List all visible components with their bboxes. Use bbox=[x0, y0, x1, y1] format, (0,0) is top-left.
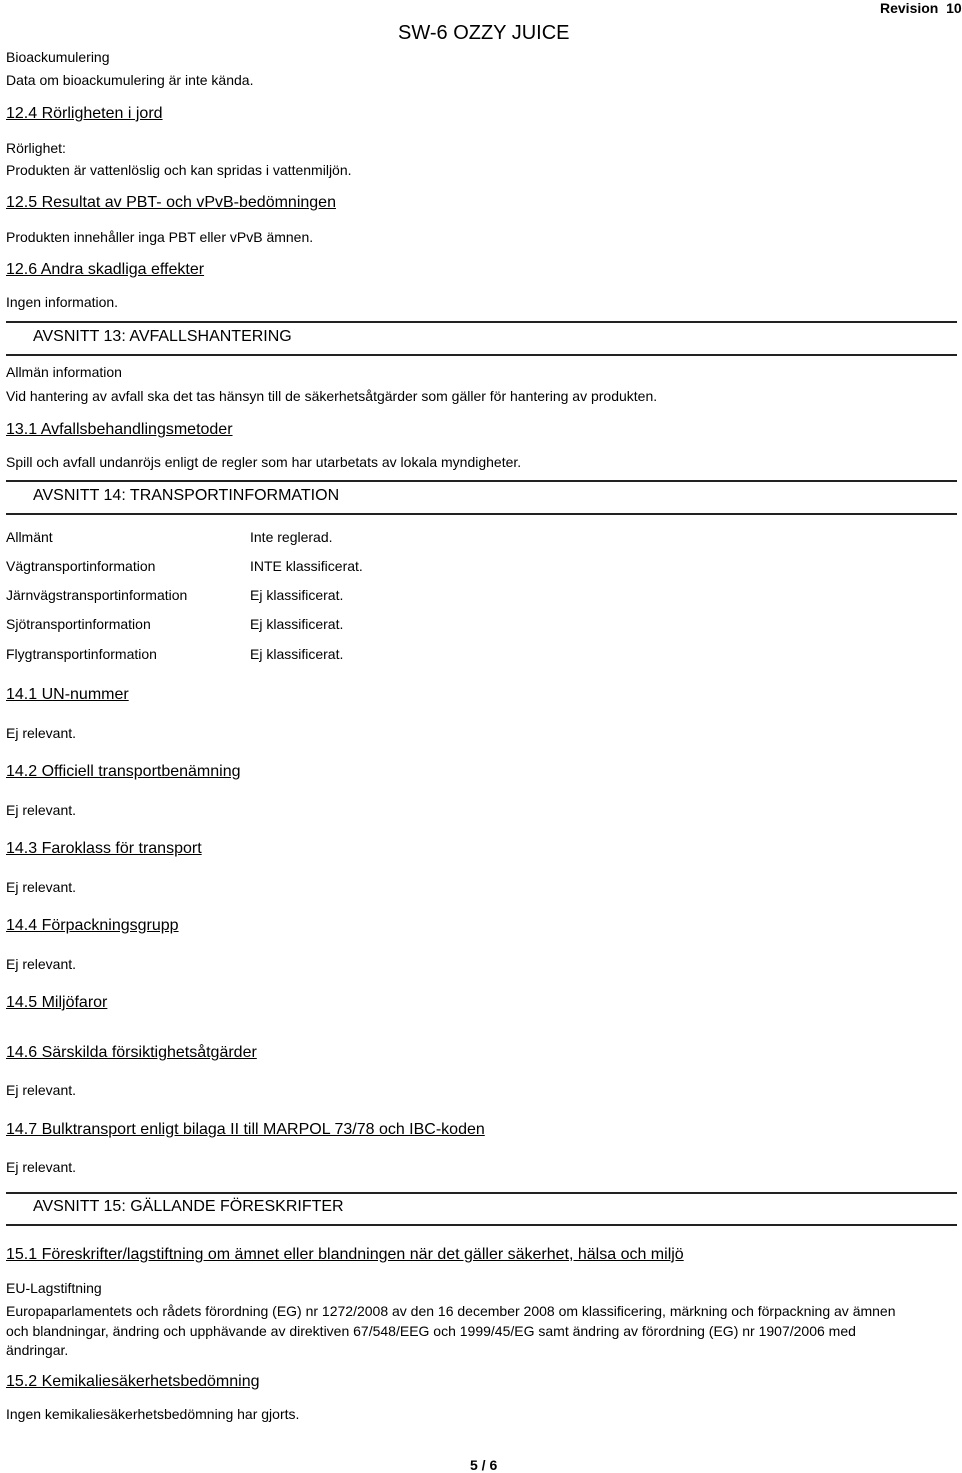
heading-14-5: 14.5 Miljöfaror bbox=[6, 994, 108, 1011]
waste-methods-text: Spill och avfall undanröjs enligt de regler som har utarbetats av lokala myndigheter. bbox=[6, 454, 522, 470]
heading-14-1: 14.1 UN-nummer bbox=[6, 686, 129, 703]
general-info-label: Allmän information bbox=[6, 364, 122, 380]
mobility-label: Rörlighet: bbox=[6, 140, 66, 156]
transport-row-label: Allmänt bbox=[6, 529, 53, 545]
revision-label bbox=[880, 0, 962, 16]
transport-row-value: INTE klassificerat. bbox=[250, 558, 363, 574]
text-14-3: Ej relevant. bbox=[6, 879, 77, 895]
transport-row-value: Inte reglerad. bbox=[250, 529, 333, 545]
heading-14-2: 14.2 Officiell transportbenämning bbox=[6, 763, 241, 780]
general-info-text: Vid hantering av avfall ska det tas hänsyn till de säkerhetsåtgärder som gäller för hantering av produkten. bbox=[6, 388, 658, 404]
page-number: 5 / 6 bbox=[470, 1457, 498, 1473]
heading-12-6: 12.6 Andra skadliga effekter bbox=[6, 261, 205, 278]
text-14-2: Ej relevant. bbox=[6, 802, 77, 818]
heading-14-4: 14.4 Förpackningsgrupp bbox=[6, 917, 179, 934]
heading-14-7: 14.7 Bulktransport enligt bilaga II till MARPOL 73/78 och IBC-koden bbox=[6, 1121, 485, 1138]
transport-row-label: Vägtransportinformation bbox=[6, 558, 156, 574]
heading-12-5: 12.5 Resultat av PBT- och vPvB-bedömningen bbox=[6, 194, 336, 211]
transport-row-value: Ej klassificerat. bbox=[250, 616, 344, 632]
heading-15-2: 15.2 Kemikaliesäkerhetsbedömning bbox=[6, 1373, 260, 1390]
text-14-7: Ej relevant. bbox=[6, 1159, 77, 1175]
section-13-title: AVSNITT 13: AVFALLSHANTERING bbox=[33, 328, 292, 345]
bioaccumulation-heading: Bioackumulering bbox=[6, 49, 110, 65]
text-14-1: Ej relevant. bbox=[6, 725, 77, 741]
transport-row-value: Ej klassificerat. bbox=[250, 587, 344, 603]
text-14-4: Ej relevant. bbox=[6, 956, 77, 972]
bioaccumulation-text: Data om bioackumulering är inte kända. bbox=[6, 72, 254, 88]
transport-row-label: Flygtransportinformation bbox=[6, 646, 157, 662]
csa-text: Ingen kemikaliesäkerhetsbedömning har gjorts. bbox=[6, 1406, 300, 1422]
section-13-top-rule bbox=[6, 321, 957, 323]
section-13-bottom-rule bbox=[6, 354, 957, 356]
eu-legislation-label: EU-Lagstiftning bbox=[6, 1280, 102, 1296]
text-14-6: Ej relevant. bbox=[6, 1082, 77, 1098]
pbt-text: Produkten innehåller inga PBT eller vPvB ämnen. bbox=[6, 229, 314, 245]
transport-row-label: Sjötransportinformation bbox=[6, 616, 151, 632]
eu-legislation-text: Europaparlamentets och rådets förordning (EG) nr 1272/2008 av den 16 december 2008 om klassificering, märkning och förpackning av ämnen och blandningar, ändring och upphävande av direktiven 67/548/EEG och 1999/45/EG samt ändring av förordning (EG) nr 1907/2006 med ändringar. bbox=[6, 1303, 896, 1358]
heading-12-4: 12.4 Rörligheten i jord bbox=[6, 105, 163, 122]
other-effects-text: Ingen information. bbox=[6, 294, 119, 310]
mobility-text: Produkten är vattenlöslig och kan spridas i vattenmiljön. bbox=[6, 162, 352, 178]
section-15-bottom-rule bbox=[6, 1224, 957, 1226]
heading-14-6: 14.6 Särskilda försiktighetsåtgärder bbox=[6, 1044, 257, 1061]
heading-13-1: 13.1 Avfallsbehandlingsmetoder bbox=[6, 421, 233, 438]
section-15-top-rule bbox=[6, 1192, 957, 1194]
section-15-title: AVSNITT 15: GÄLLANDE FÖRESKRIFTER bbox=[33, 1198, 344, 1215]
transport-row-label: Järnvägstransportinformation bbox=[6, 587, 188, 603]
document-title: SW-6 OZZY JUICE bbox=[398, 22, 570, 44]
revision-number: 10 bbox=[946, 0, 962, 16]
section-14-title: AVSNITT 14: TRANSPORTINFORMATION bbox=[33, 487, 340, 504]
heading-15-1: 15.1 Föreskrifter/lagstiftning om ämnet eller blandningen när det gäller säkerhet, hälsa och miljö bbox=[6, 1246, 684, 1263]
transport-row-value: Ej klassificerat. bbox=[250, 646, 344, 662]
heading-14-3: 14.3 Faroklass för transport bbox=[6, 840, 202, 857]
revision-text: Revision bbox=[880, 0, 939, 16]
section-14-bottom-rule bbox=[6, 513, 957, 515]
section-14-top-rule bbox=[6, 480, 957, 482]
